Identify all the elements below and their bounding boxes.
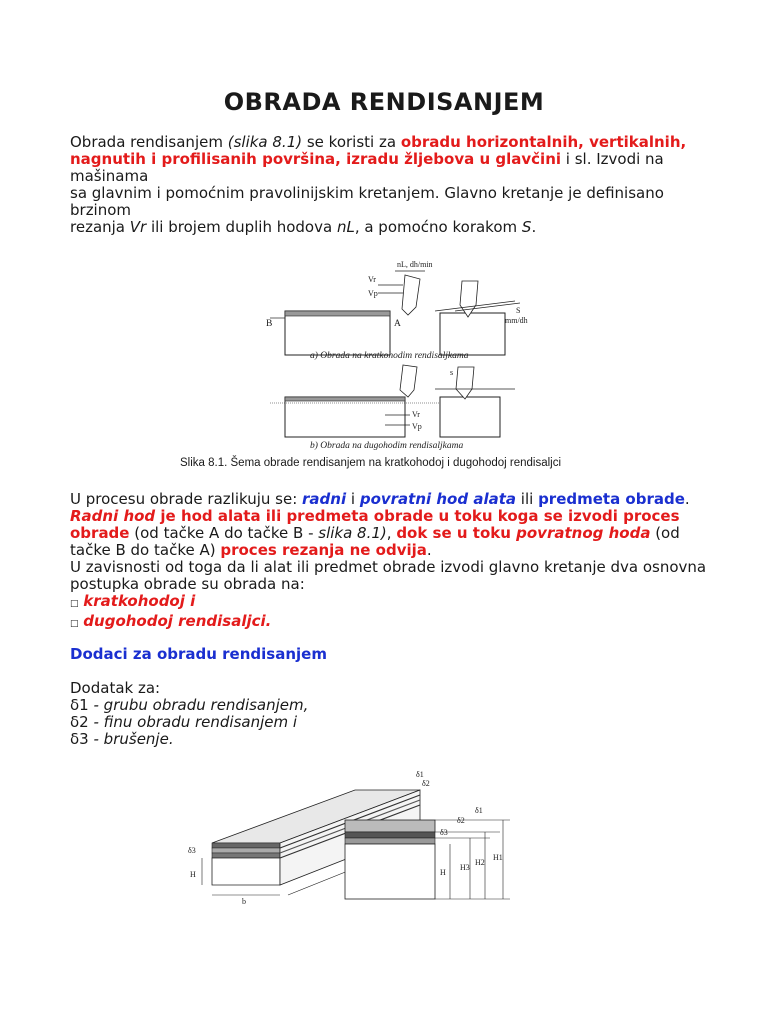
text: postupka obrade su obrada na: bbox=[70, 575, 305, 593]
caption-b: b) Obrada na dugohodim rendisaljkama bbox=[310, 441, 464, 451]
text: U procesu obrade razlikuju se: bbox=[70, 490, 303, 508]
tool-b-side bbox=[456, 367, 474, 399]
term-povratni: povratni hod alata bbox=[359, 490, 517, 508]
figure-ref: slika 8.1) bbox=[318, 524, 387, 542]
text: . bbox=[426, 541, 432, 559]
tool-a-side bbox=[460, 281, 478, 317]
text: . bbox=[684, 490, 690, 508]
label-d2-sec: δ2 bbox=[457, 816, 465, 825]
symbol-vr: Vr bbox=[129, 218, 147, 236]
intro-text: Obrada rendisanjem bbox=[70, 133, 228, 151]
figure-caption: Slika 8.1. Šema obrade rendisanjem na kratkohodoj i dugohodoj rendisaljci bbox=[180, 457, 562, 469]
text: i bbox=[346, 490, 360, 508]
delta-symbol: δ2 bbox=[70, 713, 89, 731]
block-front bbox=[212, 858, 280, 885]
workpiece-a-side bbox=[440, 313, 505, 355]
delta-symbol: δ1 bbox=[70, 696, 89, 714]
section2-paragraph bbox=[70, 491, 730, 633]
label-d1: δ1 bbox=[416, 770, 424, 779]
term-povratnog: povratnog hoda bbox=[516, 524, 651, 542]
label-d2: δ2 bbox=[422, 779, 430, 788]
text: (od tačke A do tačke B - bbox=[129, 524, 319, 542]
list-item: - grubu obradu rendisanjem, bbox=[88, 696, 309, 714]
term-radni: radni bbox=[302, 490, 347, 508]
label-vp-b: Vp bbox=[412, 422, 422, 431]
highlight-text: obradu horizontalnih, vertikalnih, bbox=[400, 133, 687, 151]
intro-text: , a pomoćno korakom bbox=[354, 218, 522, 236]
intro-text: brzinom bbox=[70, 201, 132, 219]
workpiece-section bbox=[345, 844, 435, 899]
highlight-text: nagnutih i profilisanih površina, izradu žljebova u glavčini bbox=[70, 150, 562, 168]
intro-text: i sl. Izvodi na bbox=[561, 150, 664, 168]
page-title: OBRADA RENDISANJEM bbox=[223, 88, 545, 116]
intro-paragraph bbox=[70, 134, 730, 236]
label-mmdh: mm/dh bbox=[505, 316, 528, 325]
text: ili bbox=[516, 490, 539, 508]
label-nl: nL, dh/min bbox=[397, 260, 433, 269]
text-red: proces rezanja ne odvija bbox=[220, 541, 427, 559]
text: tačke B do tačke A) bbox=[70, 541, 221, 559]
text: , bbox=[386, 524, 397, 542]
intro-text: rezanja bbox=[70, 218, 130, 236]
label-s: S bbox=[516, 306, 521, 315]
label-h2: H2 bbox=[475, 858, 485, 867]
label-h: H bbox=[190, 870, 196, 879]
allowance-list bbox=[70, 680, 730, 748]
label-h-sec: H bbox=[440, 868, 446, 877]
label-d3-sec: δ3 bbox=[440, 828, 448, 837]
text: Dodatak za: bbox=[70, 679, 161, 697]
intro-text: ili brojem duplih hodova bbox=[146, 218, 337, 236]
allowance-section-figure bbox=[335, 755, 535, 915]
bullet-icon: □ bbox=[70, 599, 79, 609]
text-red: obrade bbox=[70, 524, 130, 542]
workpiece-b-side bbox=[440, 397, 500, 437]
intro-text: sa glavnim i pomoćnim pravolinijskim kretanjem. Glavno kretanje je definisano bbox=[70, 184, 664, 202]
intro-text: mašinama bbox=[70, 167, 149, 185]
label-b: B bbox=[266, 319, 273, 329]
label-s-b: s bbox=[450, 368, 454, 377]
bullet-icon: □ bbox=[70, 619, 79, 629]
label-vr: Vr bbox=[368, 275, 376, 284]
text: U zavisnosti od toga da li alat ili predmet obrade izvodi glavno kretanje dva osnovna bbox=[70, 558, 707, 576]
label-d1-sec: δ1 bbox=[475, 806, 483, 815]
section-heading: Dodaci za obradu rendisanjem bbox=[70, 645, 327, 663]
label-h3: H3 bbox=[460, 863, 470, 872]
text-red: je hod alata ili predmeta obrade u toku koga se izvodi proces bbox=[155, 507, 680, 525]
text: (od bbox=[650, 524, 680, 542]
cut-layer-b bbox=[285, 397, 405, 401]
planing-tool-b bbox=[400, 365, 417, 397]
label-d3: δ3 bbox=[188, 846, 196, 855]
delta-symbol: δ3 bbox=[70, 730, 89, 748]
layer-d1 bbox=[345, 820, 435, 832]
list-item: dugohodoj rendisaljci. bbox=[83, 612, 272, 630]
symbol-s: S bbox=[521, 218, 532, 236]
intro-text: . bbox=[531, 218, 537, 236]
layer-d2 bbox=[345, 832, 435, 838]
label-vr-b: Vr bbox=[412, 410, 420, 419]
intro-text: se koristi za bbox=[302, 133, 401, 151]
cut-layer-a bbox=[285, 311, 390, 316]
layer-d3 bbox=[345, 838, 435, 844]
text-red: dok se u toku bbox=[396, 524, 517, 542]
label-b: b bbox=[242, 897, 246, 906]
term-predmeta: predmeta obrade bbox=[538, 490, 685, 508]
label-vp: Vp bbox=[368, 289, 378, 298]
symbol-nl: nL bbox=[336, 218, 355, 236]
planing-tool-a bbox=[402, 275, 420, 315]
list-item: kratkohodoj i bbox=[83, 592, 196, 610]
list-item: - brušenje. bbox=[88, 730, 174, 748]
term-radni-hod: Radni hod bbox=[70, 507, 156, 525]
label-h1: H1 bbox=[493, 853, 503, 862]
figure-ref: (slika 8.1) bbox=[227, 133, 303, 151]
planing-scheme-figure bbox=[240, 255, 540, 455]
caption-a: a) Obrada na kratkohodim rendisaljkama bbox=[310, 351, 469, 361]
list-item: - finu obradu rendisanjem i bbox=[88, 713, 298, 731]
label-a: A bbox=[394, 319, 401, 329]
workpiece-a bbox=[285, 311, 390, 355]
